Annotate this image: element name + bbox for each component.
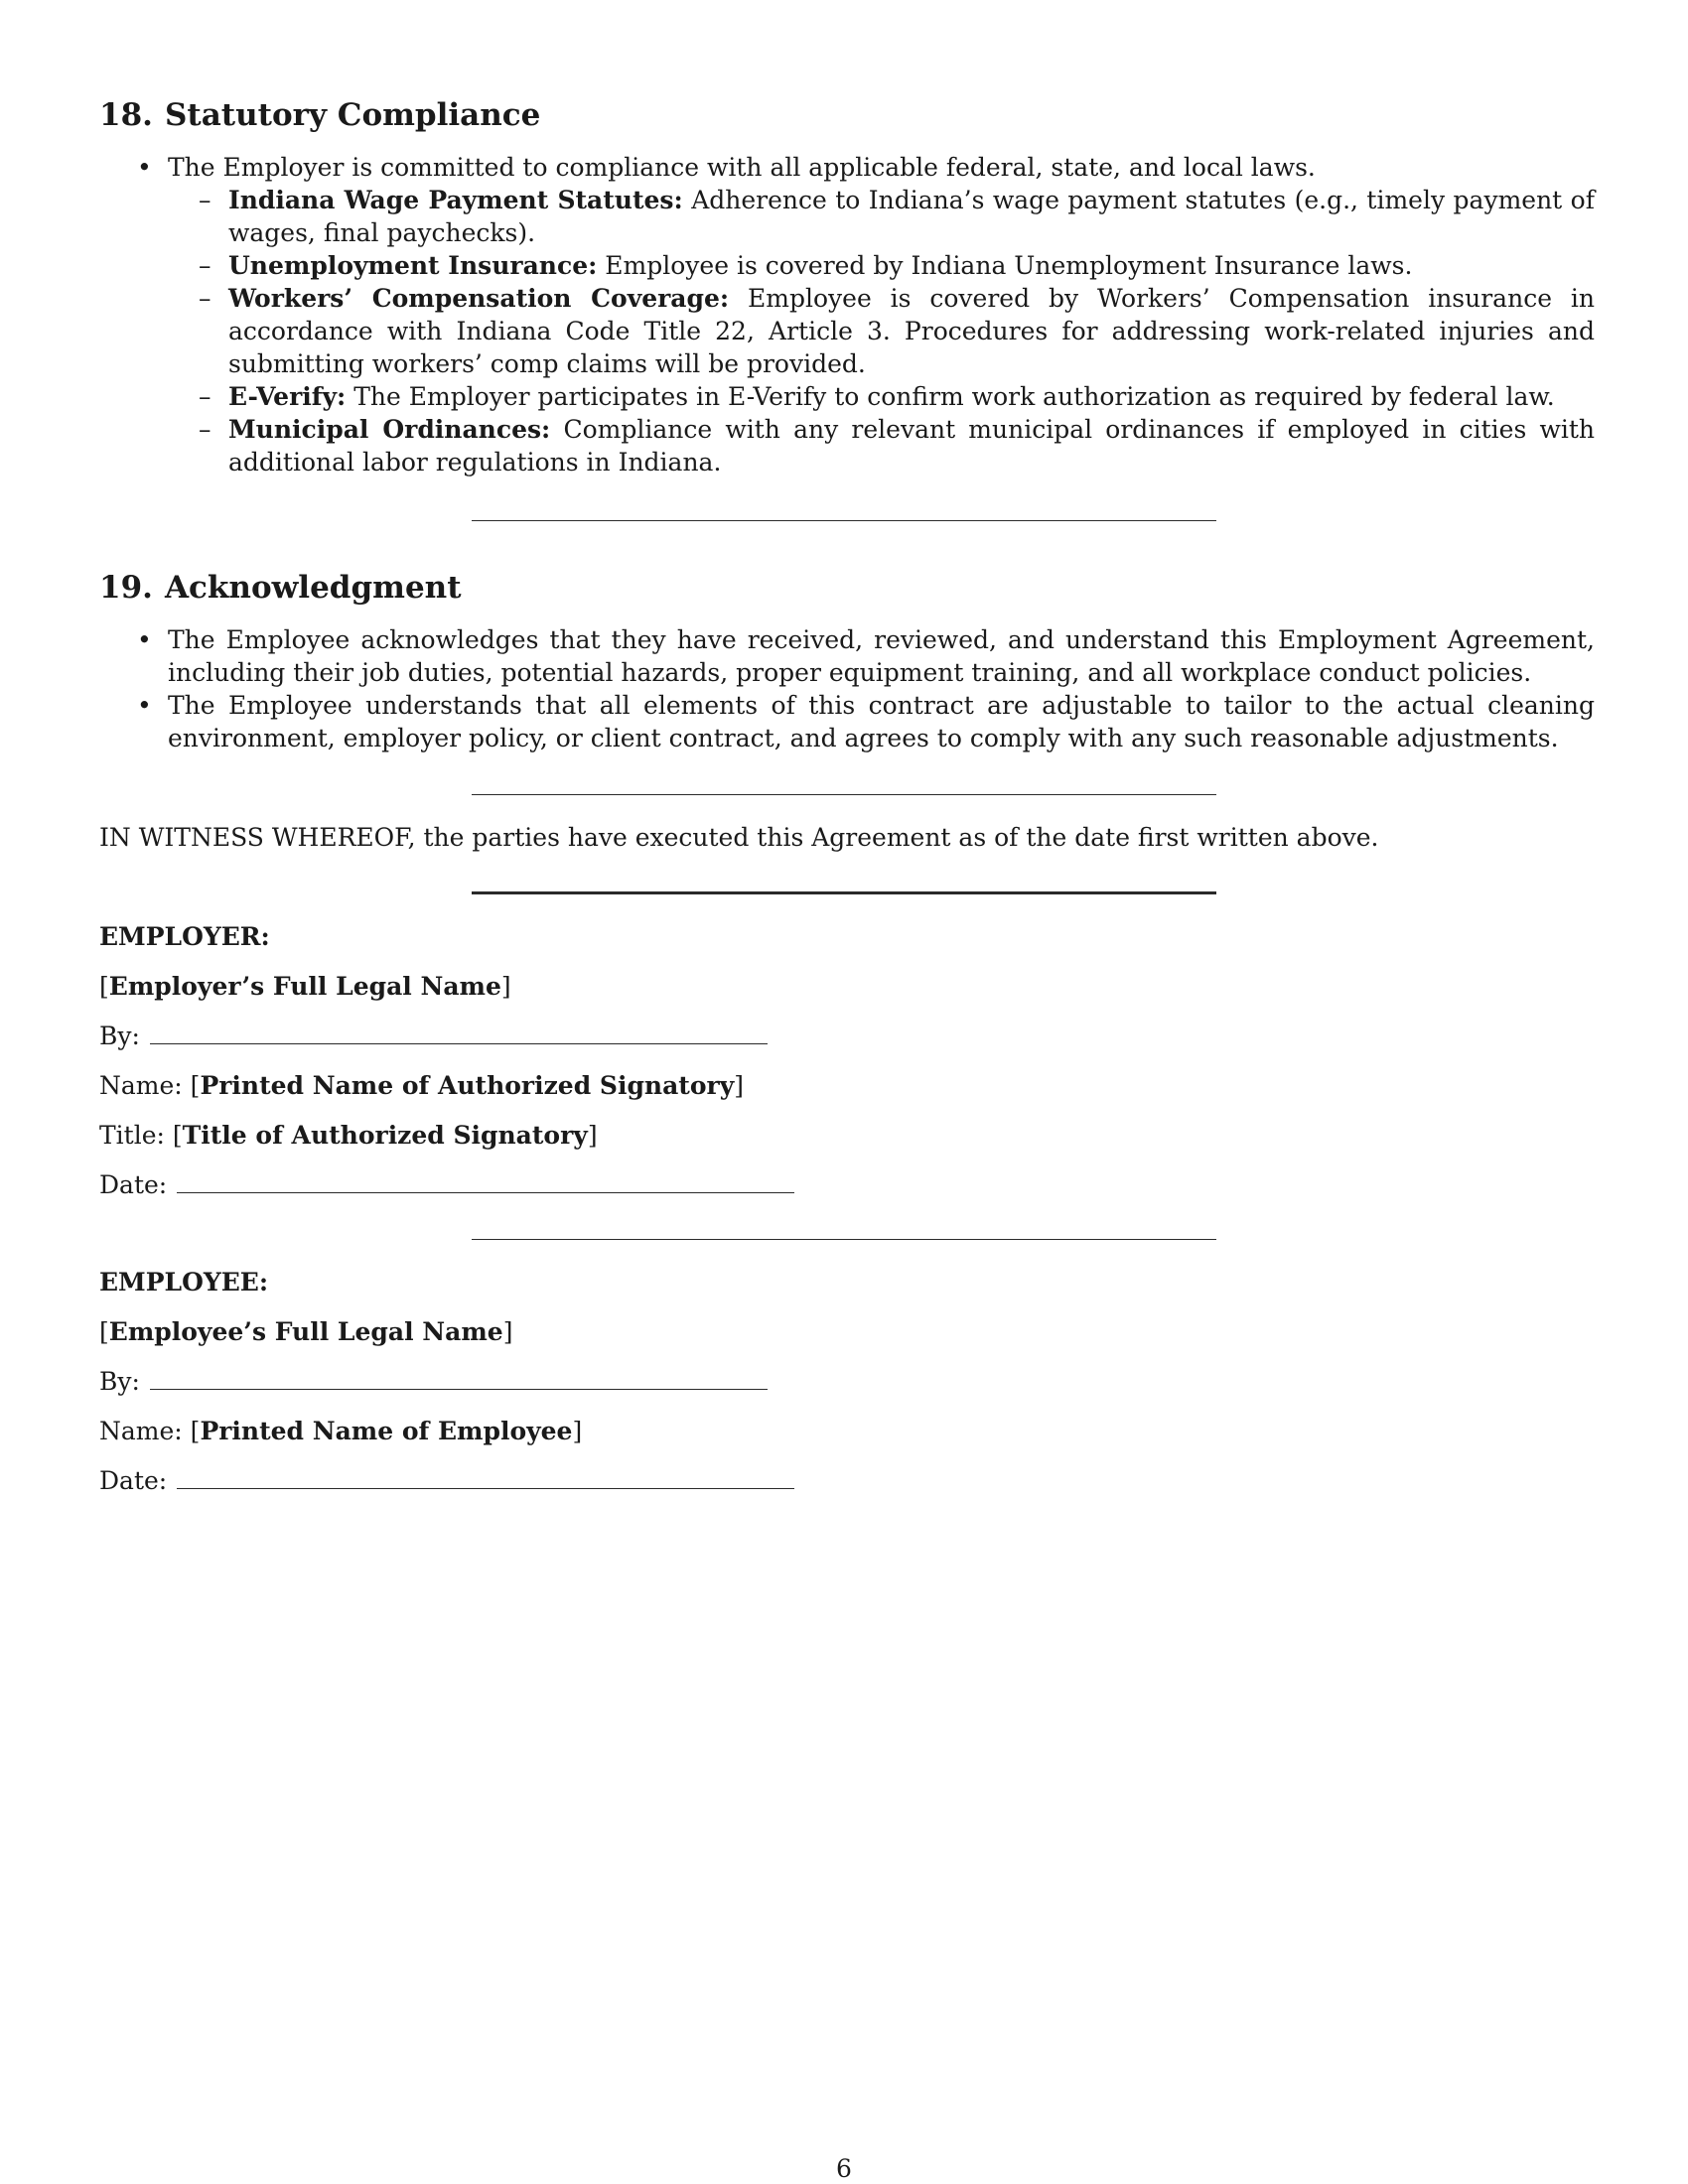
bullet-glyph: • (137, 625, 152, 654)
sublist-item (168, 249, 1595, 282)
sublist-term: Unemployment Insurance: (228, 251, 598, 280)
sublist-term: Workers’ Compensation Coverage: (228, 284, 730, 313)
acknowledgment-text: The Employee acknowledges that they have received, reviewed, and understand this Employment Agreement, including their job duties, potential hazards, proper equipment training, and all workplace conduct policies. (168, 625, 1595, 687)
sublist-text: Compliance with any relevant municipal ordinances if employed in cities with additional labor regulations in Indiana. (228, 415, 1596, 477)
by-label: By: (99, 1367, 140, 1396)
bracket-open: [ (190, 1071, 201, 1100)
dash-glyph: – (199, 415, 211, 444)
name-label: Name: (99, 1417, 183, 1445)
employer-title-placeholder: Title of Authorized Signatory (182, 1121, 588, 1150)
bracket-close: ] (502, 1317, 513, 1346)
employer-heading: EMPLOYER: (99, 922, 270, 951)
bullet-glyph: • (137, 691, 152, 720)
bracket-open: [ (99, 972, 109, 1001)
employee-heading: EMPLOYEE: (99, 1268, 269, 1297)
sublist-item (168, 184, 1595, 249)
sublist-term: Municipal Ordinances: (228, 415, 551, 444)
witness-clause: IN WITNESS WHEREOF, the parties have executed this Agreement as of the date first written above. (99, 823, 1379, 852)
bracket-open: [ (172, 1121, 183, 1150)
dash-glyph: – (199, 251, 211, 280)
employee-signature-line[interactable] (150, 1367, 768, 1390)
section-18-list (99, 151, 1595, 478)
section-19-list (99, 623, 1595, 754)
sublist-text: Employee is covered by Workers’ Compensation insurance in accordance with Indiana Code Title 22, Article 3. Procedures for addressing work-related injuries and submitting workers’ comp claims will be provided. (228, 284, 1595, 378)
section-divider (472, 1239, 1216, 1240)
dash-glyph: – (199, 284, 211, 313)
dash-glyph: – (199, 382, 211, 411)
list-item (99, 151, 1595, 478)
bracket-close: ] (587, 1121, 598, 1150)
page-number: 6 (836, 2154, 852, 2183)
sublist-text: The Employer participates in E-Verify to confirm work authorization as required by federal law. (353, 382, 1555, 411)
employer-date-line[interactable] (177, 1170, 794, 1193)
title-label: Title: (99, 1121, 165, 1150)
employer-legal-name (99, 970, 511, 1003)
employee-date-line[interactable] (177, 1466, 794, 1489)
section-18-intro: The Employer is committed to compliance with all applicable federal, state, and local laws. (168, 153, 1316, 182)
sublist-text: Employee is covered by Indiana Unemployment Insurance laws. (605, 251, 1413, 280)
section-divider (472, 520, 1216, 521)
dash-glyph: – (199, 186, 211, 214)
section-19-heading (99, 568, 462, 608)
bracket-close: ] (500, 972, 511, 1001)
bracket-close: ] (572, 1417, 583, 1445)
sublist-term: E-Verify: (228, 382, 347, 411)
employer-name-placeholder: Employer’s Full Legal Name (108, 972, 501, 1001)
date-label: Date: (99, 1466, 168, 1495)
employee-date-row (99, 1464, 794, 1497)
section-divider (472, 891, 1216, 894)
section-divider (472, 794, 1216, 795)
section-18-title: Statutory Compliance (165, 97, 541, 133)
employee-by-row (99, 1365, 768, 1398)
list-item (99, 623, 1595, 689)
employer-signature-line[interactable] (150, 1022, 768, 1044)
sublist-item (168, 413, 1595, 478)
bracket-open: [ (99, 1317, 109, 1346)
bullet-glyph: • (137, 153, 152, 182)
sublist-item (168, 380, 1595, 413)
by-label: By: (99, 1022, 140, 1050)
employer-date-row (99, 1168, 794, 1201)
list-item (99, 689, 1595, 754)
section-18-sublist (168, 184, 1595, 478)
section-19-number: 19. (99, 570, 153, 606)
employer-printed-name-row (99, 1069, 744, 1102)
section-18-heading (99, 95, 540, 135)
date-label: Date: (99, 1170, 168, 1199)
sublist-item (168, 282, 1595, 380)
bracket-open: [ (190, 1417, 201, 1445)
section-18-number: 18. (99, 97, 153, 133)
employer-title-row (99, 1119, 598, 1152)
acknowledgment-text: The Employee understands that all elements of this contract are adjustable to tailor to the actual cleaning environment, employer policy, or client contract, and agrees to comply with any such reasonable adjustments. (168, 691, 1595, 752)
employee-name-placeholder: Employee’s Full Legal Name (108, 1317, 503, 1346)
employee-printed-name-row (99, 1415, 582, 1447)
sublist-text: Adherence to Indiana’s wage payment statutes (e.g., timely payment of wages, final paychecks). (228, 186, 1595, 247)
employee-legal-name (99, 1315, 512, 1348)
name-label: Name: (99, 1071, 183, 1100)
bracket-close: ] (734, 1071, 744, 1100)
employer-by-row (99, 1020, 768, 1052)
employer-printed-name-placeholder: Printed Name of Authorized Signatory (200, 1071, 735, 1100)
section-19-title: Acknowledgment (165, 570, 462, 606)
sublist-term: Indiana Wage Payment Statutes: (228, 186, 683, 214)
employee-printed-name-placeholder: Printed Name of Employee (200, 1417, 573, 1445)
